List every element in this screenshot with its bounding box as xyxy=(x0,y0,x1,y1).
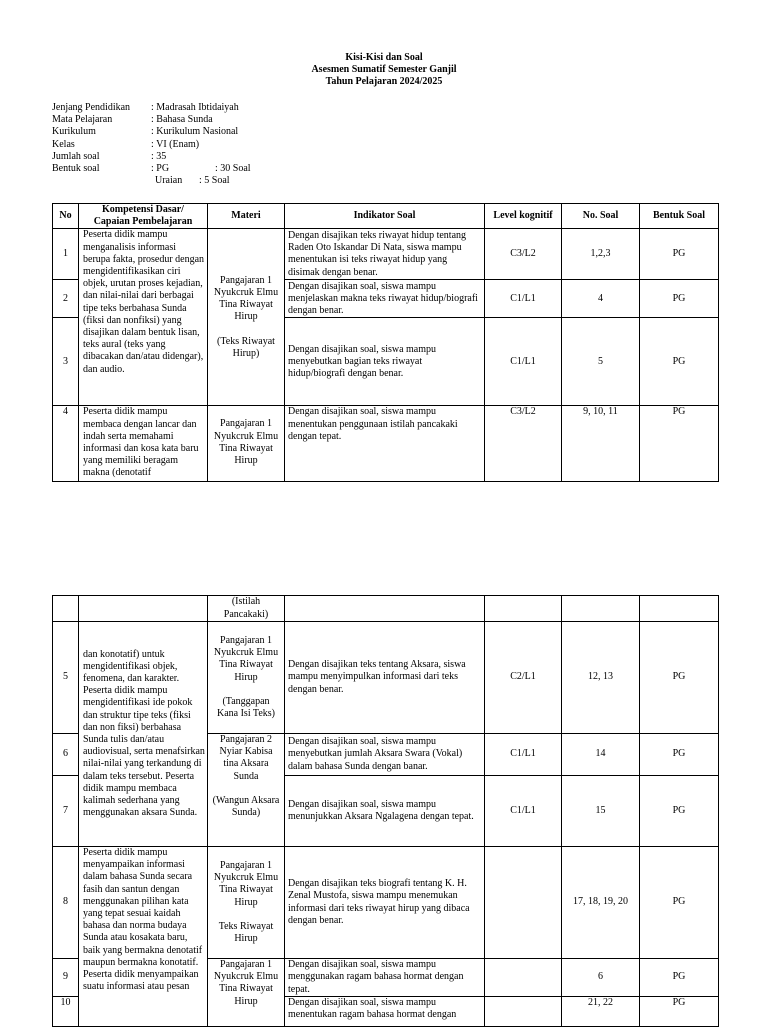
cell-materi: (Istilah Pancakaki) xyxy=(208,596,285,622)
meta-label: Uraian xyxy=(155,175,183,187)
meta-value: : Kurikulum Nasional xyxy=(151,126,239,138)
cell-nosoal: 17, 18, 19, 20 xyxy=(562,847,640,959)
doc-title: Kisi-Kisi dan Soal xyxy=(345,52,423,63)
header-indikator: Indikator Soal xyxy=(285,204,485,229)
header-nosoal: No. Soal xyxy=(562,204,640,229)
cell-no: 8 xyxy=(53,847,79,959)
cell-nosoal: 21, 22 xyxy=(562,997,640,1027)
doc-year: Tahun Pelajaran 2024/2025 xyxy=(325,76,443,87)
header-no: No xyxy=(53,204,79,229)
cell-kompetensi: Peserta didik mampu menganalisis informasi berupa fakta, prosedur dengan mengidentifikasikan ciri objek, urutan proses kejadian, dan nilai-nilai dari berbagai tipe teks berbahasa Sunda (fiksi dan nonfiksi) yang disajikan dalam bentuk lisan, teks aural (teks yang dibacakan dan/atau didengar), dan audio. xyxy=(79,229,208,406)
header-kompetensi xyxy=(79,204,208,229)
meta-label: Jumlah soal xyxy=(52,150,100,162)
meta-label: Mata Pelajaran xyxy=(52,114,113,126)
cell-nosoal: 6 xyxy=(562,959,640,997)
meta-value: : 30 Soal xyxy=(215,163,251,175)
materi-text: Pangajaran 1 Nyukcruk Elmu Tina Riwayat Hirup xyxy=(213,634,279,683)
cell-no: 9 xyxy=(53,959,79,997)
cell-indikator xyxy=(285,596,485,622)
cell-materi xyxy=(208,229,285,406)
table-row xyxy=(53,847,719,959)
cell-nosoal: 15 xyxy=(562,776,640,847)
cell-no: 1 xyxy=(53,229,79,280)
cell-bentuk: PG xyxy=(640,997,719,1027)
cell-indikator: Dengan disajikan teks biografi tentang K. H. Zenal Mustofa, siswa mampu menemukan informasi dari teks riwayat hirup yang dibaca dengan benar. xyxy=(285,847,485,959)
cell-materi: Pangajaran 1 Nyukcruk Elmu Tina Riwayat Hirup xyxy=(208,959,285,1027)
header-kompetensi-line2: Capaian Pembelajaran xyxy=(93,216,193,228)
cell-level xyxy=(485,959,562,997)
meta-value: : 35 xyxy=(151,150,167,162)
cell-materi xyxy=(208,734,285,847)
cell-bentuk xyxy=(640,596,719,622)
cell-materi xyxy=(208,622,285,734)
cell-kompetensi: Peserta didik mampu membaca dengan lancar dan indah serta memahami informasi dan kosa kata baru yang memiliki beragam makna (denotatif xyxy=(79,406,208,482)
table-header-row xyxy=(53,204,719,229)
cell-nosoal: 5 xyxy=(562,318,640,406)
materi-subtext: (Wangun Aksara Sunda) xyxy=(212,794,280,819)
cell-level: C2/L1 xyxy=(485,622,562,734)
cell-level: C1/L1 xyxy=(485,280,562,318)
cell-bentuk: PG xyxy=(640,318,719,406)
cell-level: C1/L1 xyxy=(485,318,562,406)
cell-bentuk: PG xyxy=(640,734,719,776)
cell-nosoal: 4 xyxy=(562,280,640,318)
cell-indikator: Dengan disajikan soal, siswa mampu menyebutkan jumlah Aksara Swara (Vokal) dalam bahasa Sunda dengan banar. xyxy=(285,734,485,776)
table-row xyxy=(53,229,719,280)
materi-subtext: Teks Riwayat Hirup xyxy=(218,920,274,944)
cell-nosoal xyxy=(562,596,640,622)
cell-indikator: Dengan disajikan teks riwayat hidup tentang Raden Oto Iskandar Di Nata, siswa mampu menentukan isi teks riwayat hidup yang disimak dengan benar. xyxy=(285,229,485,280)
cell-level: C1/L1 xyxy=(485,776,562,847)
table-row xyxy=(53,406,719,482)
materi-text: Pangajaran 1 Nyukcruk Elmu Tina Riwayat Hirup xyxy=(213,859,279,908)
header-bentuk: Bentuk Soal xyxy=(640,204,719,229)
header-materi: Materi xyxy=(208,204,285,229)
meta-value: : Bahasa Sunda xyxy=(151,114,213,126)
meta-label: Bentuk soal xyxy=(52,163,100,175)
cell-bentuk: PG xyxy=(640,847,719,959)
cell-kompetensi xyxy=(79,596,208,622)
meta-label: Kelas xyxy=(52,138,75,150)
cell-kompetensi: Peserta didik mampu menyampaikan informasi dalam bahasa Sunda secara fasih dan santun dengan menggunakan pilihan kata yang tepat sesuai kaidah bahasa dan norma budaya Sunda atau kosakata baru, baik yang bermakna denotatif maupun bermakna konotatif. Peserta didik menyampaikan suatu informasi atau pesan xyxy=(79,847,208,1027)
cell-indikator: Dengan disajikan soal, siswa mampu menggunakan ragam bahasa hormat dengan tepat. xyxy=(285,959,485,997)
cell-no xyxy=(53,596,79,622)
cell-no: 2 xyxy=(53,280,79,318)
cell-no: 5 xyxy=(53,622,79,734)
cell-indikator: Dengan disajikan soal, siswa mampu menunjukkan Aksara Ngalagena dengan tepat. xyxy=(285,776,485,847)
doc-subtitle: Asesmen Sumatif Semester Ganjil xyxy=(311,64,457,75)
header-kompetensi-line1: Kompetensi Dasar/ xyxy=(102,204,184,215)
cell-no: 10 xyxy=(53,997,79,1027)
cell-bentuk: PG xyxy=(640,959,719,997)
cell-no: 6 xyxy=(53,734,79,776)
cell-nosoal: 9, 10, 11 xyxy=(562,406,640,482)
meta-value: : VI (Enam) xyxy=(151,138,200,150)
cell-level: C3/L2 xyxy=(485,229,562,280)
cell-indikator: Dengan disajikan soal, siswa mampu menyebutkan bagian teks riwayat hidup/biografi dengan benar. xyxy=(285,318,485,406)
document-meta xyxy=(52,102,251,187)
meta-label: Kurikulum xyxy=(52,126,96,138)
cell-indikator: Dengan disajikan teks tentang Aksara, siswa mampu menyimpulkan informasi dari teks dengan benar. xyxy=(285,622,485,734)
cell-bentuk: PG xyxy=(640,229,719,280)
cell-no: 4 xyxy=(53,406,79,482)
cell-level xyxy=(485,997,562,1027)
kisi-table-page-2 xyxy=(52,595,719,1027)
kisi-table-page-1 xyxy=(52,203,719,482)
cell-nosoal: 1,2,3 xyxy=(562,229,640,280)
meta-value: : Madrasah Ibtidaiyah xyxy=(151,102,239,113)
cell-nosoal: 14 xyxy=(562,734,640,776)
table-row xyxy=(53,622,719,734)
materi-subtext: (Teks Riwayat Hirup) xyxy=(217,335,275,359)
header-level: Level kognitif xyxy=(485,204,562,229)
materi-text: Pangajaran 1 Nyukcruk Elmu Tina Riwayat Hirup xyxy=(213,274,279,323)
cell-indikator: Dengan disajikan soal, siswa mampu menentukan ragam bahasa hormat dengan xyxy=(285,997,485,1027)
cell-bentuk: PG xyxy=(640,406,719,482)
cell-level xyxy=(485,847,562,959)
meta-value: : 5 Soal xyxy=(199,175,230,187)
cell-level xyxy=(485,596,562,622)
cell-no: 3 xyxy=(53,318,79,406)
cell-indikator: Dengan disajikan soal, siswa mampu menentukan penggunaan istilah pancakaki dengan tepat. xyxy=(285,406,485,482)
cell-kompetensi: dan konotatif) untuk mengidentifikasi objek, fenomena, dan karakter. Peserta didik mampu mengidentifikasi ide pokok dan struktur tipe teks (fiksi dan non fiksi) berbahasa Sunda tulis dan/atau audiovisual, serta menafsirkan nilai-nilai yang terkandung di dalam teks tersebut. Peserta didik mampu membaca kalimah sederhana yang menggunakan aksara Sunda. xyxy=(79,622,208,847)
materi-subtext: (Tanggapan Kana Isi Teks) xyxy=(217,695,275,719)
cell-materi: Pangajaran 1 Nyukcruk Elmu Tina Riwayat Hirup xyxy=(208,406,285,482)
table-row xyxy=(53,596,719,622)
meta-value: : PG xyxy=(151,163,170,175)
materi-text: Pangajaran 2 Nyiar Kabisa tina Aksara Sunda xyxy=(219,734,273,782)
cell-no: 7 xyxy=(53,776,79,847)
cell-level: C1/L1 xyxy=(485,734,562,776)
cell-materi xyxy=(208,847,285,959)
cell-bentuk: PG xyxy=(640,776,719,847)
cell-bentuk: PG xyxy=(640,280,719,318)
cell-bentuk: PG xyxy=(640,622,719,734)
cell-nosoal: 12, 13 xyxy=(562,622,640,734)
cell-level: C3/L2 xyxy=(485,406,562,482)
meta-label: Jenjang Pendidikan xyxy=(52,102,131,113)
cell-indikator: Dengan disajikan soal, siswa mampu menjelaskan makna teks riwayat hidup/biografi dengan benar. xyxy=(285,280,485,318)
